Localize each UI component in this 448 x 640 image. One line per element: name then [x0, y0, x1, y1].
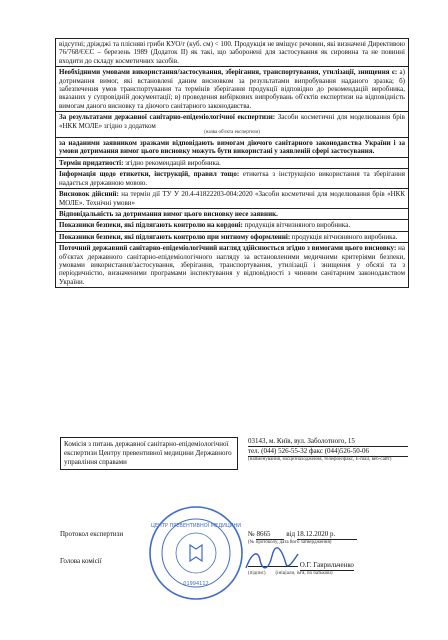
compliance-paragraph: [56, 137, 408, 157]
customs-control-row: [56, 231, 408, 242]
shelf-life-row: [56, 157, 408, 168]
commission-address-caption: (найменування, місцезнаходження, телефон/факс, E-mail, веб-сайт): [248, 457, 392, 462]
commission-name: Комісія з питань державної санітарно-епідеміологічної експертизи Центру превентивної медицини Державного управління справами: [64, 440, 232, 466]
protocol-from: від: [286, 530, 295, 538]
supervision-value: на об'єктах державного санітарно-епідеміологічного нагляду за встановленими медичними критеріями безпеки, умовами використання/застосування, зберігання, транспортування, утилізації і знищення у обсязі та з періодичністю, визначеними програмами інспектування у відповідності з чинним санітарним законодавством України.: [59, 244, 405, 286]
protocol-number-sign: №: [248, 530, 255, 538]
conditions-paragraph: [56, 66, 408, 111]
conditions-table: [55, 38, 409, 288]
protocol-number: 8665: [256, 530, 284, 540]
commission-phones: тел. (044) 526-55-32 факс (044)526-50-06: [248, 447, 408, 457]
svg-text:ЦЕНТР ПРЕВЕНТИВНОЇ МЕДИЦИНИ: ЦЕНТР ПРЕВЕНТИВНОЇ МЕДИЦИНИ: [151, 523, 241, 529]
label-info-label: Інформація щодо етикетки, інструкцій, правил тощо:: [59, 170, 240, 179]
microbiology-text: відсутні; дріжджі та плісняві гриби КУО/г (куб. см) < 100. Продукція не вміщує речовин, які визначені Директивою 76/768/ЄЄС – березень 1989 (Додаток II) як такі, що заборонені для застосування як сировина та не повинні входити до складу косметичних засобів.: [59, 40, 405, 65]
shelf-life-label: Термін придатності:: [59, 158, 124, 167]
shelf-life-value: згідно рекомендацій виробника.: [123, 158, 221, 167]
supervision-row: [56, 242, 408, 287]
customs-control-label: Показники безпеки, які підлягають контролю при митному оформленні:: [59, 232, 291, 241]
commission-address: 03143, м. Київ, вул. Заболотного, 15: [248, 437, 408, 447]
name-caption: (ініціали, ім'я, по батькові): [275, 571, 333, 576]
head-name: О.Г. Гаврильченко: [299, 561, 354, 569]
supervision-label: Поточний державний санітарно-епідеміологічний нагляд здійснюється згідно з вимогами цього висновку:: [59, 244, 397, 253]
svg-text:01994112: 01994112: [183, 581, 209, 587]
label-info-value: етикетка з інструкцією використання та зберігання надається державною мовою.: [59, 170, 405, 187]
customs-control-value: продукція вітчизняного виробника.: [290, 232, 398, 241]
border-control-label: Показники безпеки, які підлягають контролю на кордоні:: [59, 221, 243, 230]
compliance-text: за наданими заявником зразками відповідають вимогам діючого санітарного законодавства України і за умови дотримання вимог цього висновку можуть бути використані у заявленій сфері застосування.: [59, 139, 405, 156]
protocol-caption: (№ протоколу, дата його затвердження): [248, 540, 332, 545]
result-label: За результатами державної санітарно-епідеміологічної експертизи:: [59, 113, 276, 122]
validity-row: [56, 188, 408, 208]
border-control-value: продукція вітчизняного виробника.: [242, 221, 351, 230]
protocol-label: Протокол експертизи: [60, 530, 124, 538]
handwritten-signature: [242, 546, 302, 576]
head-label: Голова комісії: [60, 557, 102, 565]
commission-box: [60, 437, 238, 470]
label-info-row: [56, 168, 408, 188]
conditions-label: Необхідними умовами використання/застосування, зберігання, транспортування, утилізації, знищення є:: [59, 68, 398, 77]
border-control-row: [56, 219, 408, 230]
protocol-date: 18.12.2020 р.: [297, 530, 357, 540]
responsibility-text: Відповідальність за дотримання вимог цього висновку несе заявник.: [59, 209, 278, 218]
validity-label: Висновок дійсний:: [59, 190, 119, 199]
protocol-number-block: [248, 530, 418, 546]
official-stamp: [148, 505, 244, 601]
commission-address-block: [248, 437, 408, 463]
result-paragraph: [56, 111, 408, 137]
signature-caption: (підпис): [248, 571, 266, 576]
result-text: Засоби косметичні для моделювання брів «НКК МОЛЕ» згідно з додатком: [59, 113, 405, 130]
microbiology-paragraph: [56, 38, 408, 66]
result-caption: (назва об'єкта експертизи): [204, 130, 260, 136]
validity-value: на термін дії ТУ У 20.4-41822203-004:2020 «Засоби косметичні для моделювання брів «НКК МОЛЕ». Технічні умови»: [59, 190, 405, 207]
responsibility-row: [56, 208, 408, 219]
conditions-text: а) дотримання вимог, які встановлені даним висновком за результатами випробування наданого зразка; б) забезпечення умов транспортування та термінів зберігання продукції відповідно до рекомендацій виробника, вказаних у супровідній документації; в) проведення вибіркових випробувань об'єктів експертизи на відповідність вимогам даного висновку та діючого санітарного законодавства.: [59, 68, 405, 110]
